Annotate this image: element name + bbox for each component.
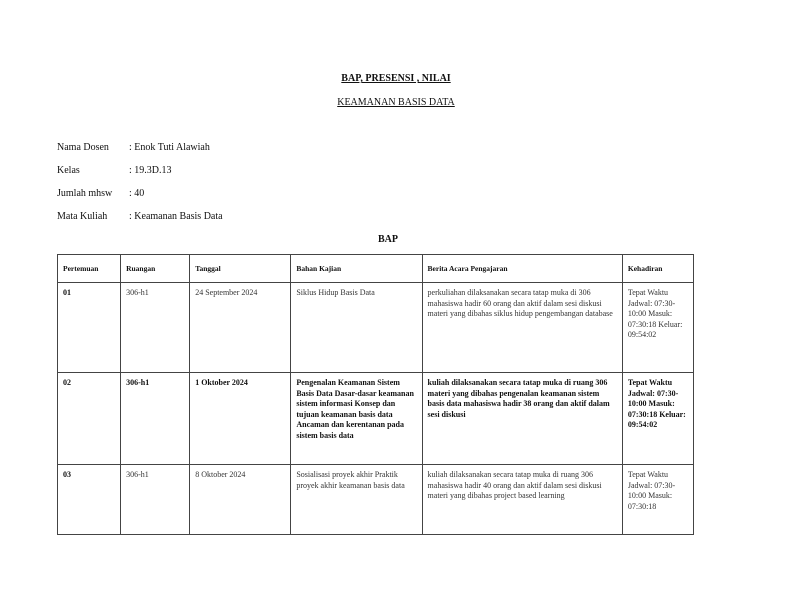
table-row <box>58 465 694 535</box>
cell-kehadiran: Tepat Waktu Jadwal: 07:30-10:00 Masuk: 07:30:18 Keluar: 09:54:02 <box>622 373 693 465</box>
document-subtitle: KEAMANAN BASIS DATA <box>337 97 455 108</box>
header-pertemuan: Pertemuan <box>58 255 121 283</box>
jumlah-label: Jumlah mhsw <box>57 188 113 199</box>
cell-tanggal: 1 Oktober 2024 <box>190 373 291 465</box>
header-kehadiran: Kehadiran <box>622 255 693 283</box>
table-header-row <box>58 255 694 283</box>
cell-ruangan: 306-h1 <box>121 283 190 373</box>
cell-pertemuan: 03 <box>58 465 121 535</box>
cell-pertemuan: 02 <box>58 373 121 465</box>
header-ruangan: Ruangan <box>121 255 190 283</box>
table-row <box>58 373 694 465</box>
bap-heading: BAP <box>378 234 398 245</box>
info-row-matkul <box>57 211 223 222</box>
cell-bahan-kajian: Sosialisasi proyek akhir Praktik proyek akhir keamanan basis data <box>291 465 422 535</box>
cell-tanggal: 8 Oktober 2024 <box>190 465 291 535</box>
kelas-label: Kelas <box>57 165 80 176</box>
document-title: BAP, PRESENSI , NILAI <box>341 73 451 84</box>
cell-bahan-kajian: Siklus Hidup Basis Data <box>291 283 422 373</box>
info-row-kelas <box>57 165 172 176</box>
matkul-value: : Keamanan Basis Data <box>129 211 223 222</box>
cell-kehadiran: Tepat Waktu Jadwal: 07:30-10:00 Masuk: 07:30:18 Keluar: 09:54:02 <box>622 283 693 373</box>
cell-tanggal: 24 September 2024 <box>190 283 291 373</box>
dosen-label: Nama Dosen <box>57 142 109 153</box>
cell-ruangan: 306-h1 <box>121 465 190 535</box>
cell-ruangan: 306-h1 <box>121 373 190 465</box>
kelas-value: : 19.3D.13 <box>129 165 172 176</box>
dosen-value: : Enok Tuti Alawiah <box>129 142 210 153</box>
info-row-dosen <box>57 142 210 153</box>
cell-pertemuan: 01 <box>58 283 121 373</box>
table-row <box>58 283 694 373</box>
header-bahan-kajian: Bahan Kajian <box>291 255 422 283</box>
cell-berita-acara: kuliah dilaksanakan secara tatap muka di ruang 306 mahasiswa hadir 40 orang dan aktif dalam sesi diskusi materi yang dibahas project based learning <box>422 465 622 535</box>
header-tanggal: Tanggal <box>190 255 291 283</box>
bap-table <box>57 254 694 535</box>
matkul-label: Mata Kuliah <box>57 211 108 222</box>
cell-bahan-kajian: Pengenalan Keamanan Sistem Basis Data Dasar-dasar keamanan sistem informasi Konsep dan tujuan keamanan basis data Ancaman dan kerentanan pada sistem basis data <box>291 373 422 465</box>
cell-kehadiran: Tepat Waktu Jadwal: 07:30-10:00 Masuk: 07:30:18 <box>622 465 693 535</box>
cell-berita-acara: perkuliahan dilaksanakan secara tatap muka di 306 mahasiswa hadir 60 orang dan aktif dalam sesi diskusi materi yang dibahas siklus hidup pengembangan database <box>422 283 622 373</box>
header-berita-acara: Berita Acara Pengajaran <box>422 255 622 283</box>
jumlah-value: : 40 <box>129 188 145 199</box>
cell-berita-acara: kuliah dilaksanakan secara tatap muka di ruang 306 materi yang dibahas pengenalan keamanan sistem basis data mahasiswa hadir 38 orang dan aktif dalam sesi diskusi <box>422 373 622 465</box>
info-row-jumlah <box>57 188 144 199</box>
